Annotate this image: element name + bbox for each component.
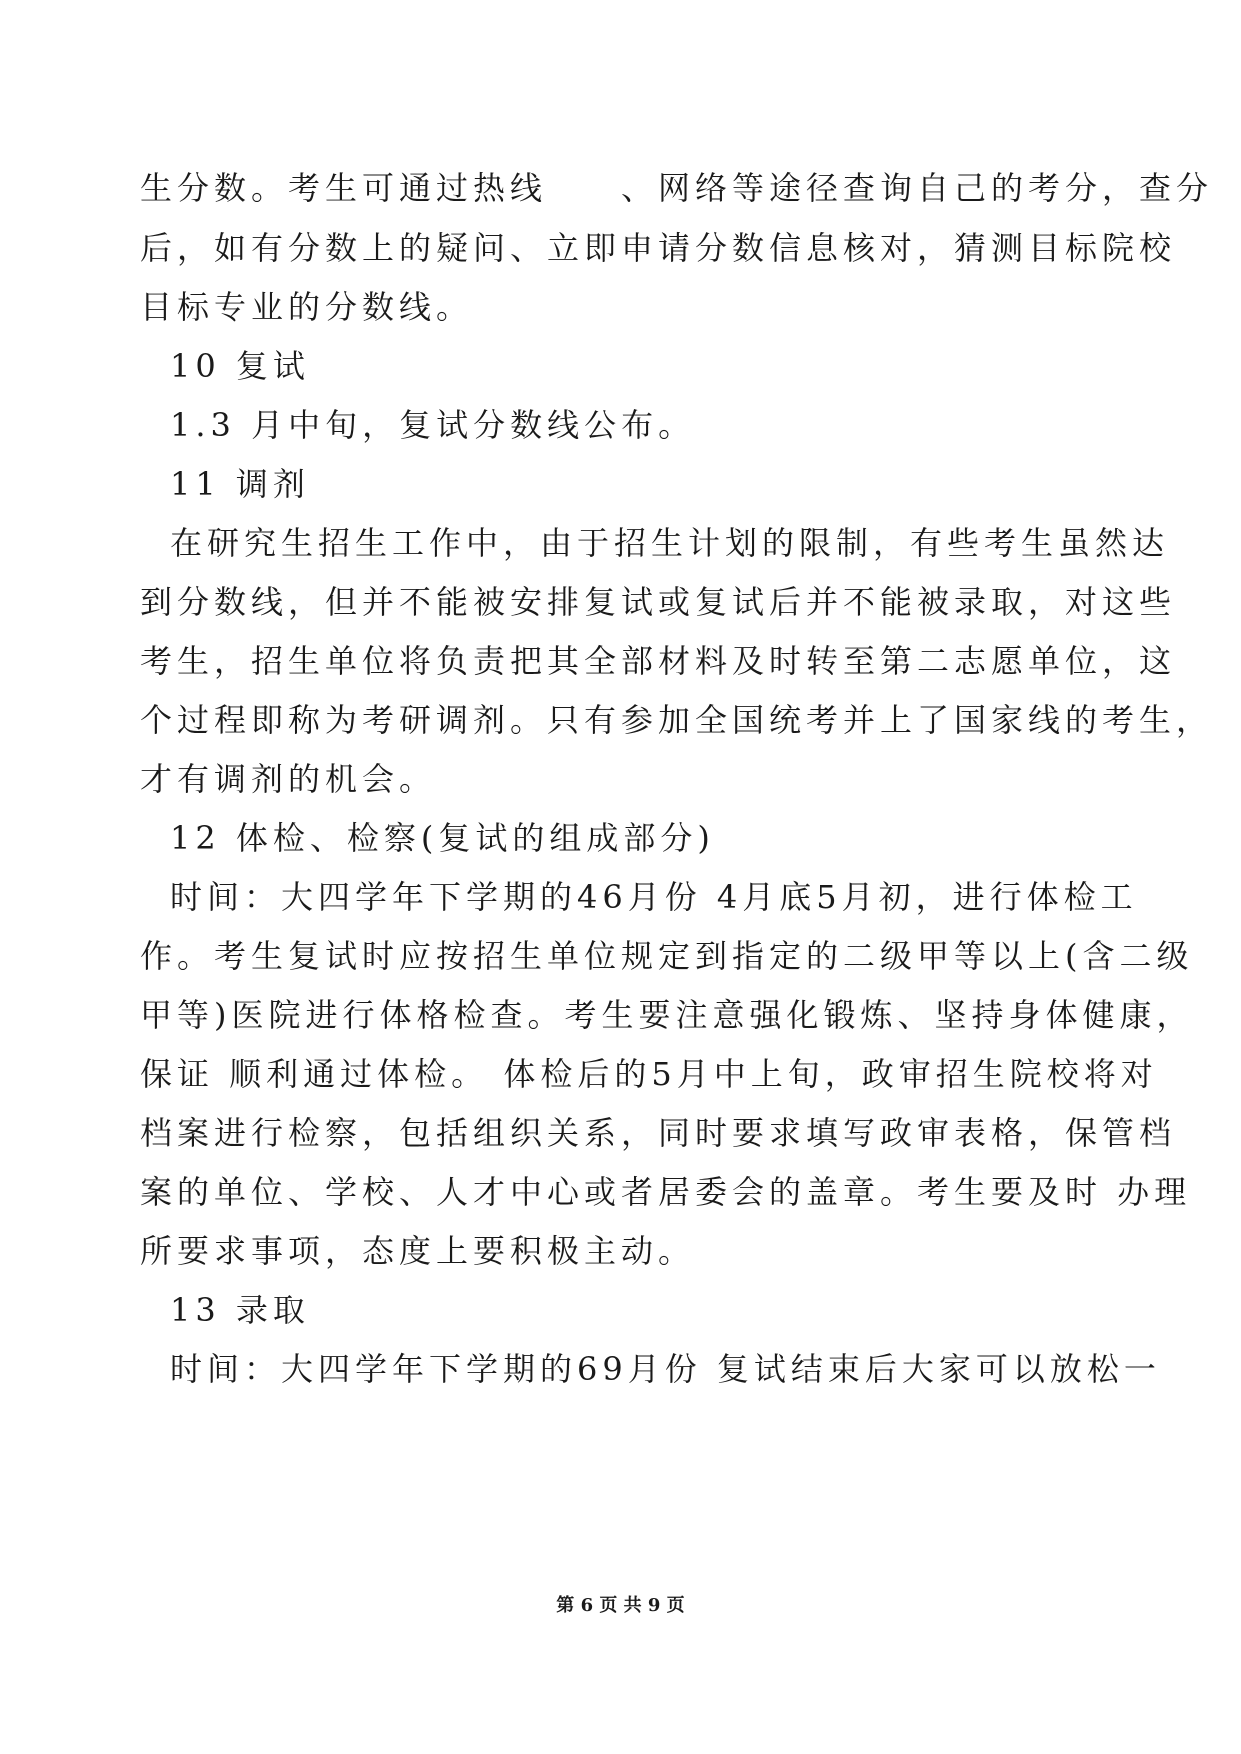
paragraph-line: 目标专业的分数线。 bbox=[140, 288, 474, 326]
paragraph-line: 生分数。考生可通过热线 、网络等途径查询自己的考分，查分 bbox=[140, 169, 1214, 207]
paragraph-line: 所要求事项，态度上要积极主动。 bbox=[140, 1232, 696, 1270]
paragraph-line: 在研究生招生工作中，由于招生计划的限制，有些考生虽然达 bbox=[170, 524, 1170, 562]
paragraph-line: 才有调剂的机会。 bbox=[140, 760, 437, 798]
paragraph-line: 作。考生复试时应按招生单位规定到指定的二级甲等以上(含二级 bbox=[140, 937, 1194, 975]
paragraph-line: 时间：大四学年下学期的46月份 4月底5月初，进行体检工 bbox=[170, 878, 1138, 916]
paragraph-line: 保证 顺利通过体检。 体检后的5月中上旬，政审招生院校将对 bbox=[140, 1055, 1158, 1093]
paragraph-line: 后，如有分数上的疑问、立即申请分数信息核对，猜测目标院校 bbox=[140, 229, 1177, 267]
paragraph-line: 到分数线，但并不能被安排复试或复试后并不能被录取，对这些 bbox=[140, 583, 1177, 621]
section-heading: 10 复试 bbox=[170, 347, 310, 385]
paragraph-line: 档案进行检察，包括组织关系，同时要求填写政审表格，保管档 bbox=[140, 1114, 1177, 1152]
paragraph-line: 个过程即称为考研调剂。只有参加全国统考并上了国家线的考生， bbox=[140, 701, 1214, 739]
section-heading: 13 录取 bbox=[170, 1291, 310, 1329]
paragraph-line: 考生，招生单位将负责把其全部材料及时转至第二志愿单位，这 bbox=[140, 642, 1177, 680]
section-heading: 11 调剂 bbox=[170, 465, 310, 503]
paragraph-line: 1.3 月中旬，复试分数线公布。 bbox=[170, 406, 696, 444]
page-number-footer: 第 6 页 共 9 页 bbox=[556, 1595, 685, 1616]
paragraph-line: 案的单位、学校、人才中心或者居委会的盖章。考生要及时 办理 bbox=[140, 1173, 1192, 1211]
section-heading: 12 体检、检察(复试的组成部分) bbox=[170, 819, 715, 857]
paragraph-line: 甲等)医院进行体格检查。考生要注意强化锻炼、坚持身体健康， bbox=[140, 996, 1194, 1034]
paragraph-line: 时间：大四学年下学期的69月份 复试结束后大家可以放松一 bbox=[170, 1350, 1161, 1388]
